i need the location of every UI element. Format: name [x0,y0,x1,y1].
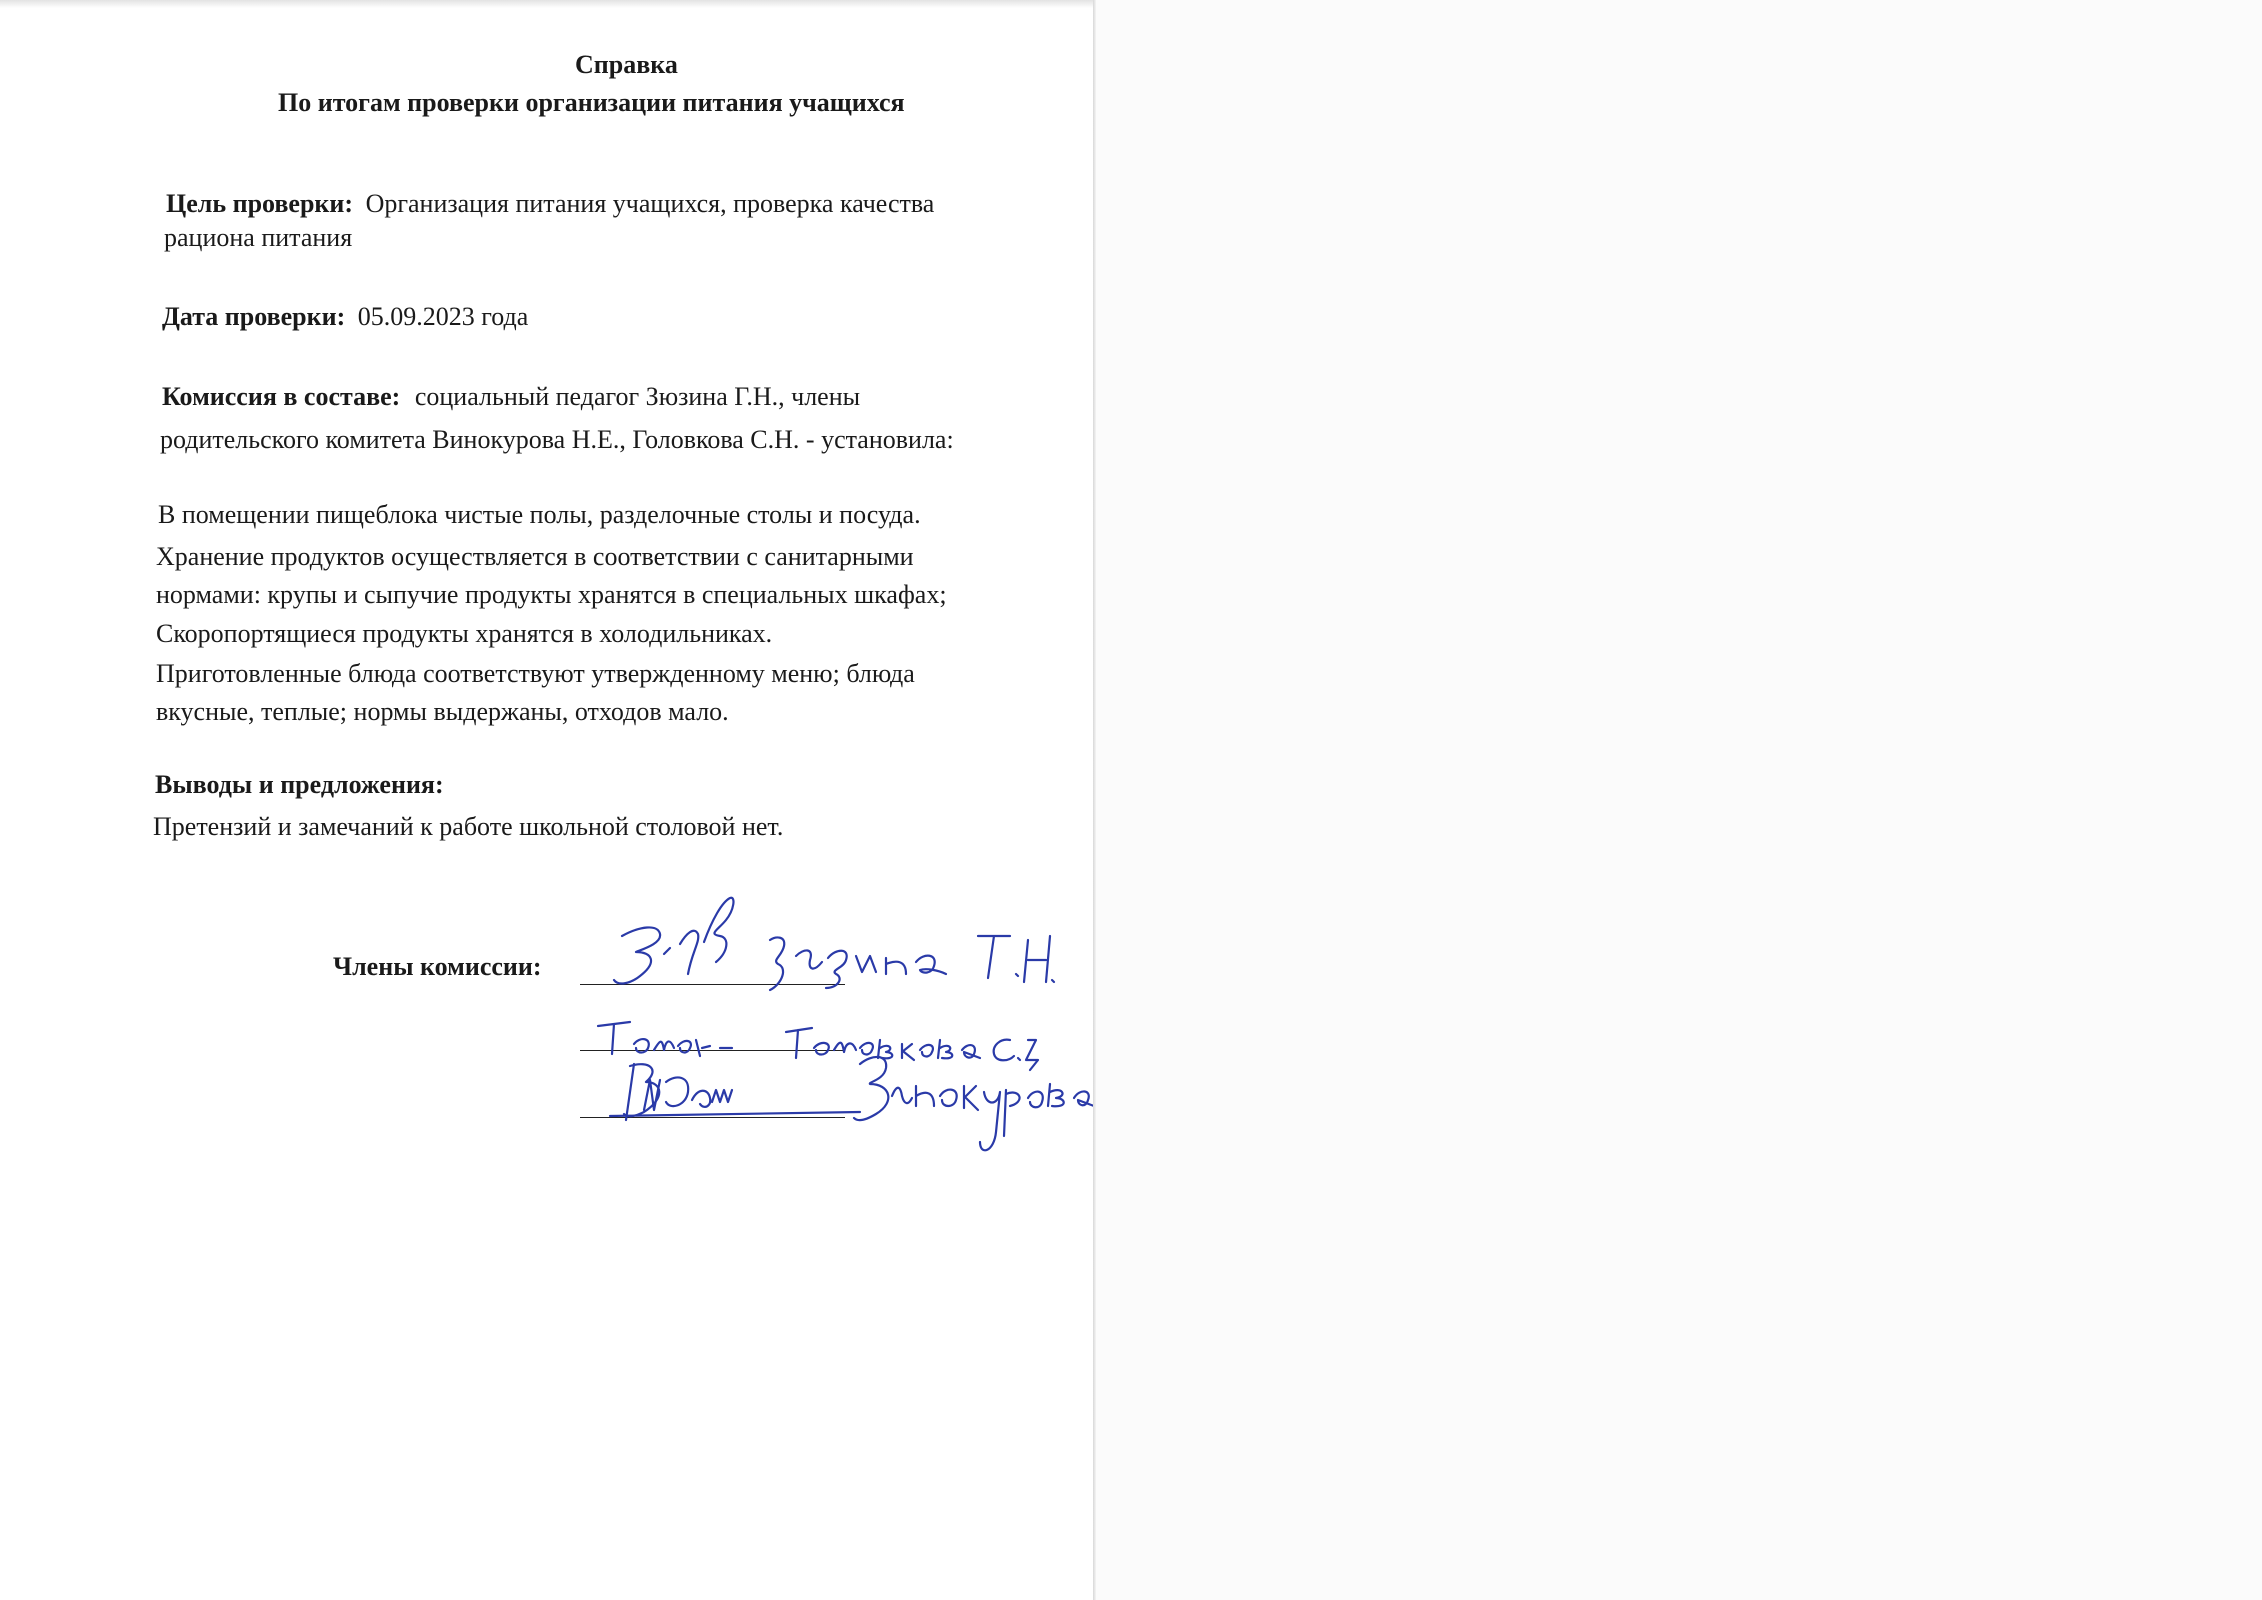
findings-line-5: Приготовленные блюда соответствуют утвержденному меню; блюда [156,659,915,688]
signature-vinokurova [600,1040,1120,1190]
date-label: Дата проверки: [162,302,346,331]
purpose-text-1: Организация питания учащихся, проверка качества [365,189,935,218]
commission-line-1 [162,382,860,412]
commission-text-2: родительского комитета Винокурова Н.Е., Головкова С.Н. - установила: [160,425,954,454]
findings-line-1: В помещении пищеблока чистые полы, разделочные столы и посуда. [158,500,921,529]
document-title: Справка [575,50,678,79]
date-line [162,302,528,332]
findings-line-6: вкусные, теплые; нормы выдержаны, отходов мало. [156,697,729,726]
conclusions-label: Выводы и предложения: [155,770,444,799]
scan-top-shadow [0,0,1093,8]
blank-scan-area [1096,0,2262,1600]
document-page [0,0,1093,1600]
purpose-line-1 [166,189,934,219]
signature-zyuzina [600,890,1060,1000]
purpose-label: Цель проверки: [166,189,354,218]
document-subtitle: По итогам проверки организации питания учащихся [278,88,905,117]
signatures-label: Члены комиссии: [333,952,542,981]
findings-line-4: Скоропортящиеся продукты хранятся в холодильниках. [156,619,773,648]
conclusions-text: Претензий и замечаний к работе школьной столовой нет. [153,812,784,841]
commission-text-1: социальный педагог Зюзина Г.Н., члены [414,382,861,411]
purpose-text-2: рациона питания [164,223,353,252]
date-value: 05.09.2023 года [357,302,529,331]
findings-line-2: Хранение продуктов осуществляется в соответствии с санитарными [156,542,914,571]
findings-line-3: нормами: крупы и сыпучие продукты хранятся в специальных шкафах; [156,580,947,609]
commission-label: Комиссия в составе: [162,382,401,411]
